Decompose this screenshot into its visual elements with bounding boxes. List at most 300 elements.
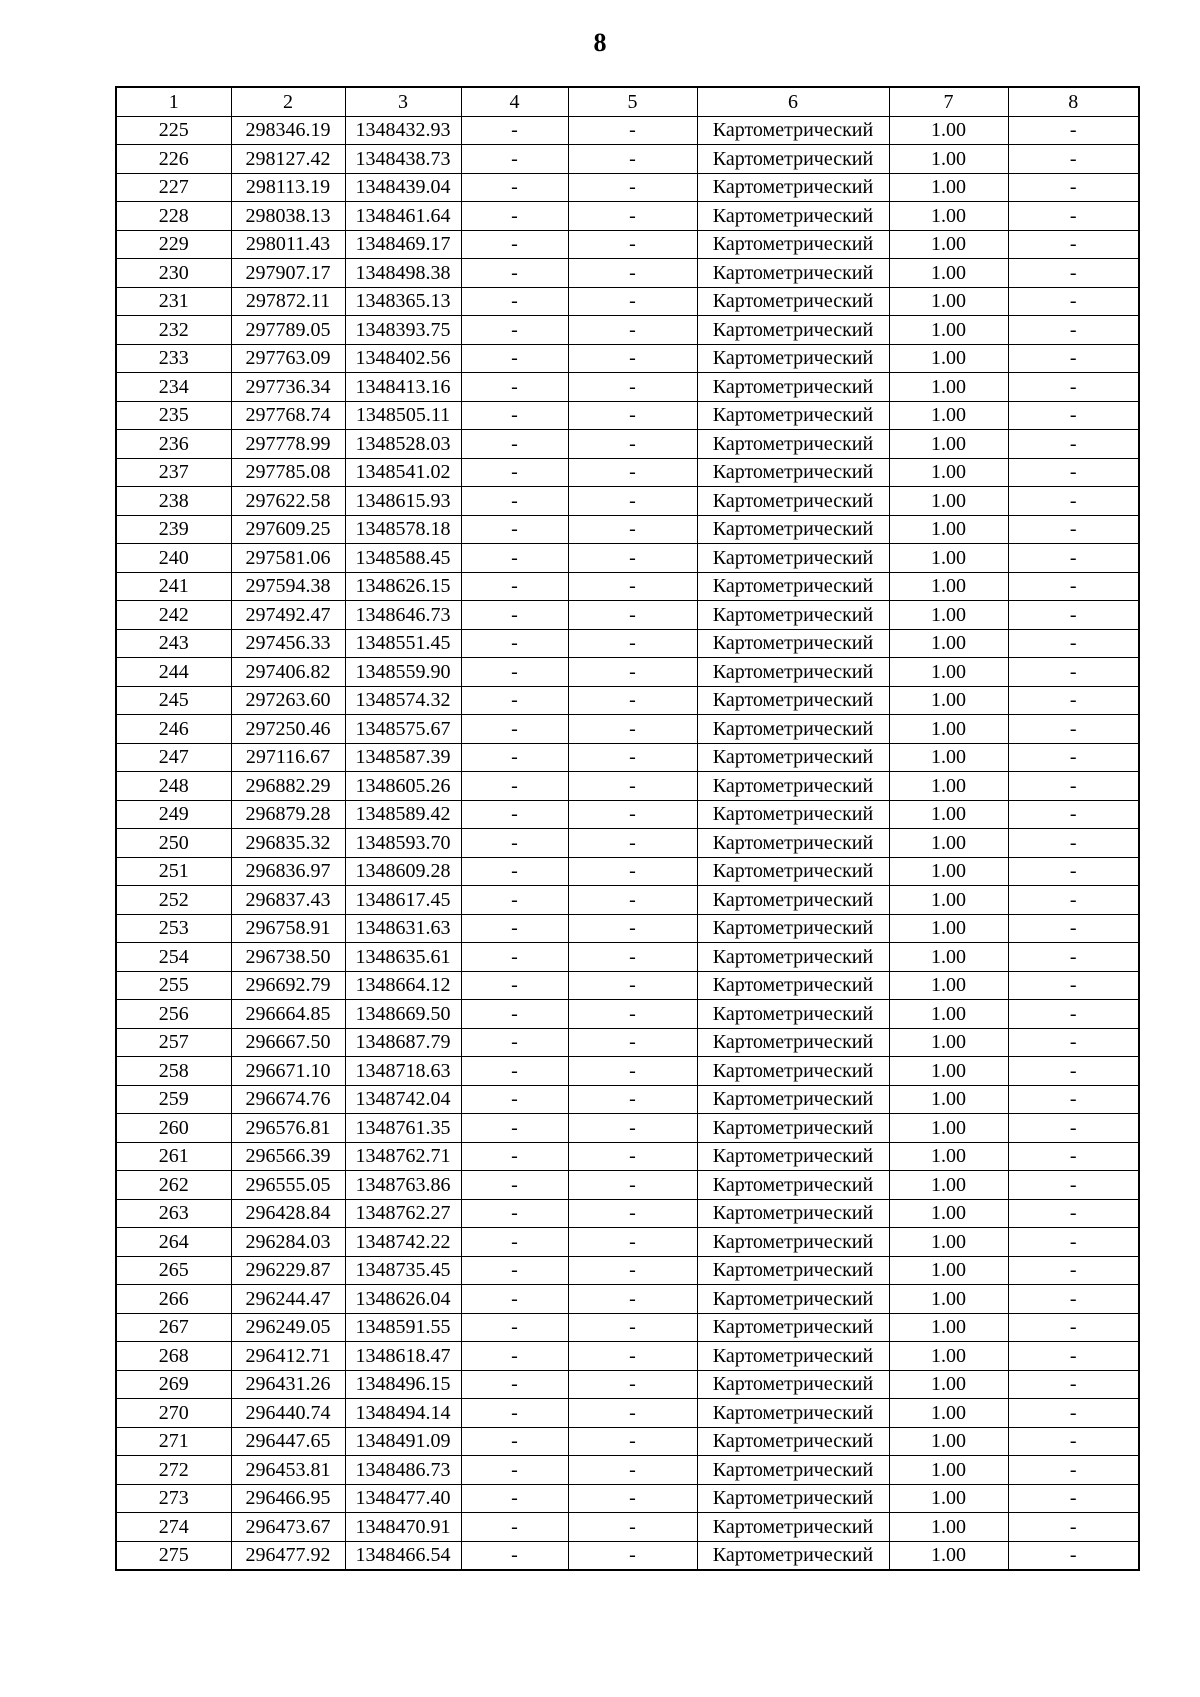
x-coordinate-cell: 297406.82 [231, 658, 345, 687]
x-coordinate-cell: 298038.13 [231, 202, 345, 231]
y-coordinate-cell: 1348646.73 [345, 601, 461, 630]
col4-cell: - [461, 943, 568, 972]
col8-cell: - [1008, 316, 1139, 345]
x-coordinate-cell: 296453.81 [231, 1456, 345, 1485]
col4-cell: - [461, 1342, 568, 1371]
method-cell: Картометрический [697, 1199, 889, 1228]
y-coordinate-cell: 1348617.45 [345, 886, 461, 915]
point-number-cell: 244 [116, 658, 231, 687]
y-coordinate-cell: 1348541.02 [345, 458, 461, 487]
col4-cell: - [461, 1228, 568, 1257]
point-number-cell: 229 [116, 230, 231, 259]
col4-cell: - [461, 259, 568, 288]
point-number-cell: 264 [116, 1228, 231, 1257]
col8-cell: - [1008, 800, 1139, 829]
method-cell: Картометрический [697, 1313, 889, 1342]
table-row [116, 1456, 1139, 1485]
x-coordinate-cell: 297250.46 [231, 715, 345, 744]
col8-cell: - [1008, 658, 1139, 687]
table-row [116, 1114, 1139, 1143]
table-row [116, 829, 1139, 858]
y-coordinate-cell: 1348365.13 [345, 287, 461, 316]
point-number-cell: 247 [116, 743, 231, 772]
col5-cell: - [568, 1256, 697, 1285]
accuracy-cell: 1.00 [889, 629, 1008, 658]
y-coordinate-cell: 1348413.16 [345, 373, 461, 402]
method-cell: Картометрический [697, 943, 889, 972]
y-coordinate-cell: 1348439.04 [345, 173, 461, 202]
col4-cell: - [461, 715, 568, 744]
method-cell: Картометрический [697, 458, 889, 487]
accuracy-cell: 1.00 [889, 373, 1008, 402]
col5-cell: - [568, 829, 697, 858]
x-coordinate-cell: 297785.08 [231, 458, 345, 487]
col4-cell: - [461, 202, 568, 231]
col8-cell: - [1008, 401, 1139, 430]
y-coordinate-cell: 1348496.15 [345, 1370, 461, 1399]
col8-cell: - [1008, 1541, 1139, 1570]
column-header: 4 [461, 87, 568, 116]
x-coordinate-cell: 296667.50 [231, 1028, 345, 1057]
col5-cell: - [568, 259, 697, 288]
point-number-cell: 257 [116, 1028, 231, 1057]
col5-cell: - [568, 1399, 697, 1428]
column-header: 8 [1008, 87, 1139, 116]
col5-cell: - [568, 1114, 697, 1143]
accuracy-cell: 1.00 [889, 943, 1008, 972]
accuracy-cell: 1.00 [889, 401, 1008, 430]
col8-cell: - [1008, 943, 1139, 972]
table-row [116, 1199, 1139, 1228]
col5-cell: - [568, 287, 697, 316]
col8-cell: - [1008, 230, 1139, 259]
col8-cell: - [1008, 515, 1139, 544]
col4-cell: - [461, 1513, 568, 1542]
method-cell: Картометрический [697, 1399, 889, 1428]
table-row [116, 544, 1139, 573]
y-coordinate-cell: 1348559.90 [345, 658, 461, 687]
x-coordinate-cell: 297789.05 [231, 316, 345, 345]
accuracy-cell: 1.00 [889, 173, 1008, 202]
point-number-cell: 238 [116, 487, 231, 516]
y-coordinate-cell: 1348626.15 [345, 572, 461, 601]
method-cell: Картометрический [697, 572, 889, 601]
accuracy-cell: 1.00 [889, 287, 1008, 316]
y-coordinate-cell: 1348498.38 [345, 259, 461, 288]
table-row [116, 316, 1139, 345]
x-coordinate-cell: 296473.67 [231, 1513, 345, 1542]
column-header: 5 [568, 87, 697, 116]
accuracy-cell: 1.00 [889, 1399, 1008, 1428]
x-coordinate-cell: 296412.71 [231, 1342, 345, 1371]
col4-cell: - [461, 1285, 568, 1314]
col8-cell: - [1008, 572, 1139, 601]
x-coordinate-cell: 297116.67 [231, 743, 345, 772]
column-header: 3 [345, 87, 461, 116]
col4-cell: - [461, 487, 568, 516]
col5-cell: - [568, 316, 697, 345]
point-number-cell: 254 [116, 943, 231, 972]
table-row [116, 145, 1139, 174]
y-coordinate-cell: 1348669.50 [345, 1000, 461, 1029]
y-coordinate-cell: 1348469.17 [345, 230, 461, 259]
accuracy-cell: 1.00 [889, 1000, 1008, 1029]
point-number-cell: 248 [116, 772, 231, 801]
col8-cell: - [1008, 1456, 1139, 1485]
method-cell: Картометрический [697, 373, 889, 402]
point-number-cell: 246 [116, 715, 231, 744]
point-number-cell: 255 [116, 971, 231, 1000]
accuracy-cell: 1.00 [889, 1228, 1008, 1257]
col4-cell: - [461, 829, 568, 858]
col8-cell: - [1008, 971, 1139, 1000]
y-coordinate-cell: 1348635.61 [345, 943, 461, 972]
table-row [116, 1256, 1139, 1285]
col4-cell: - [461, 800, 568, 829]
y-coordinate-cell: 1348742.22 [345, 1228, 461, 1257]
y-coordinate-cell: 1348402.56 [345, 344, 461, 373]
point-number-cell: 245 [116, 686, 231, 715]
col8-cell: - [1008, 715, 1139, 744]
column-header: 6 [697, 87, 889, 116]
col5-cell: - [568, 1313, 697, 1342]
col5-cell: - [568, 1285, 697, 1314]
y-coordinate-cell: 1348461.64 [345, 202, 461, 231]
col5-cell: - [568, 971, 697, 1000]
table-row [116, 1370, 1139, 1399]
col5-cell: - [568, 487, 697, 516]
table-row [116, 715, 1139, 744]
accuracy-cell: 1.00 [889, 1057, 1008, 1086]
col8-cell: - [1008, 287, 1139, 316]
col5-cell: - [568, 857, 697, 886]
y-coordinate-cell: 1348609.28 [345, 857, 461, 886]
method-cell: Картометрический [697, 715, 889, 744]
col8-cell: - [1008, 202, 1139, 231]
col5-cell: - [568, 1541, 697, 1570]
col5-cell: - [568, 658, 697, 687]
method-cell: Картометрический [697, 1484, 889, 1513]
y-coordinate-cell: 1348605.26 [345, 772, 461, 801]
method-cell: Картометрический [697, 1285, 889, 1314]
col5-cell: - [568, 1199, 697, 1228]
col5-cell: - [568, 1085, 697, 1114]
col5-cell: - [568, 430, 697, 459]
accuracy-cell: 1.00 [889, 572, 1008, 601]
col5-cell: - [568, 686, 697, 715]
y-coordinate-cell: 1348687.79 [345, 1028, 461, 1057]
method-cell: Картометрический [697, 230, 889, 259]
x-coordinate-cell: 296882.29 [231, 772, 345, 801]
col5-cell: - [568, 914, 697, 943]
method-cell: Картометрический [697, 515, 889, 544]
method-cell: Картометрический [697, 1370, 889, 1399]
point-number-cell: 233 [116, 344, 231, 373]
col4-cell: - [461, 1028, 568, 1057]
col8-cell: - [1008, 857, 1139, 886]
col4-cell: - [461, 544, 568, 573]
accuracy-cell: 1.00 [889, 1114, 1008, 1143]
accuracy-cell: 1.00 [889, 886, 1008, 915]
table-row [116, 1142, 1139, 1171]
accuracy-cell: 1.00 [889, 1171, 1008, 1200]
point-number-cell: 258 [116, 1057, 231, 1086]
method-cell: Картометрический [697, 1456, 889, 1485]
y-coordinate-cell: 1348615.93 [345, 487, 461, 516]
table-row [116, 287, 1139, 316]
method-cell: Картометрический [697, 1513, 889, 1542]
col8-cell: - [1008, 173, 1139, 202]
col8-cell: - [1008, 1484, 1139, 1513]
col8-cell: - [1008, 1342, 1139, 1371]
y-coordinate-cell: 1348494.14 [345, 1399, 461, 1428]
col8-cell: - [1008, 1399, 1139, 1428]
table-row [116, 1399, 1139, 1428]
x-coordinate-cell: 296836.97 [231, 857, 345, 886]
col4-cell: - [461, 1199, 568, 1228]
accuracy-cell: 1.00 [889, 1142, 1008, 1171]
col8-cell: - [1008, 886, 1139, 915]
point-number-cell: 273 [116, 1484, 231, 1513]
col8-cell: - [1008, 373, 1139, 402]
x-coordinate-cell: 297456.33 [231, 629, 345, 658]
table-row [116, 971, 1139, 1000]
col8-cell: - [1008, 259, 1139, 288]
table-row [116, 515, 1139, 544]
coordinates-table [115, 86, 1140, 1571]
col4-cell: - [461, 1256, 568, 1285]
accuracy-cell: 1.00 [889, 1484, 1008, 1513]
point-number-cell: 265 [116, 1256, 231, 1285]
col8-cell: - [1008, 487, 1139, 516]
table-row [116, 772, 1139, 801]
x-coordinate-cell: 296244.47 [231, 1285, 345, 1314]
col4-cell: - [461, 1313, 568, 1342]
x-coordinate-cell: 297594.38 [231, 572, 345, 601]
page-number: 8 [593, 28, 607, 57]
method-cell: Картометрический [697, 886, 889, 915]
point-number-cell: 225 [116, 116, 231, 145]
point-number-cell: 263 [116, 1199, 231, 1228]
col8-cell: - [1008, 1513, 1139, 1542]
method-cell: Картометрический [697, 1256, 889, 1285]
accuracy-cell: 1.00 [889, 1199, 1008, 1228]
table-row [116, 344, 1139, 373]
x-coordinate-cell: 296879.28 [231, 800, 345, 829]
point-number-cell: 266 [116, 1285, 231, 1314]
table-row [116, 1000, 1139, 1029]
col4-cell: - [461, 743, 568, 772]
accuracy-cell: 1.00 [889, 458, 1008, 487]
accuracy-cell: 1.00 [889, 857, 1008, 886]
table-row [116, 1513, 1139, 1542]
y-coordinate-cell: 1348587.39 [345, 743, 461, 772]
col4-cell: - [461, 316, 568, 345]
col4-cell: - [461, 601, 568, 630]
x-coordinate-cell: 297492.47 [231, 601, 345, 630]
x-coordinate-cell: 296229.87 [231, 1256, 345, 1285]
point-number-cell: 235 [116, 401, 231, 430]
y-coordinate-cell: 1348528.03 [345, 430, 461, 459]
col4-cell: - [461, 230, 568, 259]
table-row [116, 886, 1139, 915]
point-number-cell: 261 [116, 1142, 231, 1171]
accuracy-cell: 1.00 [889, 971, 1008, 1000]
col8-cell: - [1008, 1142, 1139, 1171]
point-number-cell: 256 [116, 1000, 231, 1029]
x-coordinate-cell: 298011.43 [231, 230, 345, 259]
col4-cell: - [461, 914, 568, 943]
x-coordinate-cell: 296835.32 [231, 829, 345, 858]
col8-cell: - [1008, 686, 1139, 715]
table-row [116, 601, 1139, 630]
col5-cell: - [568, 1142, 697, 1171]
point-number-cell: 271 [116, 1427, 231, 1456]
point-number-cell: 275 [116, 1541, 231, 1570]
col5-cell: - [568, 629, 697, 658]
method-cell: Картометрический [697, 544, 889, 573]
col5-cell: - [568, 145, 697, 174]
col5-cell: - [568, 458, 697, 487]
table-row [116, 1085, 1139, 1114]
x-coordinate-cell: 297907.17 [231, 259, 345, 288]
col4-cell: - [461, 1114, 568, 1143]
col8-cell: - [1008, 1171, 1139, 1200]
y-coordinate-cell: 1348742.04 [345, 1085, 461, 1114]
col8-cell: - [1008, 914, 1139, 943]
y-coordinate-cell: 1348432.93 [345, 116, 461, 145]
col4-cell: - [461, 173, 568, 202]
col8-cell: - [1008, 458, 1139, 487]
point-number-cell: 252 [116, 886, 231, 915]
table-row [116, 401, 1139, 430]
col4-cell: - [461, 658, 568, 687]
table-row [116, 857, 1139, 886]
x-coordinate-cell: 297763.09 [231, 344, 345, 373]
accuracy-cell: 1.00 [889, 914, 1008, 943]
accuracy-cell: 1.00 [889, 829, 1008, 858]
accuracy-cell: 1.00 [889, 601, 1008, 630]
method-cell: Картометрический [697, 1057, 889, 1086]
col8-cell: - [1008, 1114, 1139, 1143]
accuracy-cell: 1.00 [889, 430, 1008, 459]
col5-cell: - [568, 1228, 697, 1257]
col5-cell: - [568, 715, 697, 744]
method-cell: Картометрический [697, 1342, 889, 1371]
table-row [116, 116, 1139, 145]
point-number-cell: 267 [116, 1313, 231, 1342]
y-coordinate-cell: 1348470.91 [345, 1513, 461, 1542]
table-row [116, 629, 1139, 658]
method-cell: Картометрический [697, 1427, 889, 1456]
col5-cell: - [568, 1000, 697, 1029]
method-cell: Картометрический [697, 259, 889, 288]
col5-cell: - [568, 572, 697, 601]
column-header: 7 [889, 87, 1008, 116]
accuracy-cell: 1.00 [889, 544, 1008, 573]
x-coordinate-cell: 296692.79 [231, 971, 345, 1000]
method-cell: Картометрический [697, 1171, 889, 1200]
col8-cell: - [1008, 601, 1139, 630]
method-cell: Картометрический [697, 401, 889, 430]
accuracy-cell: 1.00 [889, 1427, 1008, 1456]
table-row [116, 1228, 1139, 1257]
accuracy-cell: 1.00 [889, 487, 1008, 516]
accuracy-cell: 1.00 [889, 1028, 1008, 1057]
y-coordinate-cell: 1348477.40 [345, 1484, 461, 1513]
method-cell: Картометрический [697, 743, 889, 772]
col4-cell: - [461, 572, 568, 601]
col4-cell: - [461, 287, 568, 316]
y-coordinate-cell: 1348631.63 [345, 914, 461, 943]
point-number-cell: 230 [116, 259, 231, 288]
point-number-cell: 237 [116, 458, 231, 487]
col5-cell: - [568, 373, 697, 402]
col5-cell: - [568, 230, 697, 259]
point-number-cell: 260 [116, 1114, 231, 1143]
col4-cell: - [461, 886, 568, 915]
method-cell: Картометрический [697, 1142, 889, 1171]
col5-cell: - [568, 515, 697, 544]
col4-cell: - [461, 1171, 568, 1200]
col4-cell: - [461, 686, 568, 715]
col4-cell: - [461, 629, 568, 658]
table-row [116, 202, 1139, 231]
col5-cell: - [568, 173, 697, 202]
point-number-cell: 270 [116, 1399, 231, 1428]
column-header: 1 [116, 87, 231, 116]
y-coordinate-cell: 1348762.71 [345, 1142, 461, 1171]
table-row [116, 1541, 1139, 1570]
col5-cell: - [568, 344, 697, 373]
col4-cell: - [461, 344, 568, 373]
y-coordinate-cell: 1348589.42 [345, 800, 461, 829]
col5-cell: - [568, 743, 697, 772]
col5-cell: - [568, 943, 697, 972]
col5-cell: - [568, 886, 697, 915]
col4-cell: - [461, 1142, 568, 1171]
col8-cell: - [1008, 743, 1139, 772]
x-coordinate-cell: 296738.50 [231, 943, 345, 972]
col4-cell: - [461, 1456, 568, 1485]
col8-cell: - [1008, 1228, 1139, 1257]
table-row [116, 943, 1139, 972]
accuracy-cell: 1.00 [889, 145, 1008, 174]
x-coordinate-cell: 296431.26 [231, 1370, 345, 1399]
y-coordinate-cell: 1348551.45 [345, 629, 461, 658]
table-row [116, 458, 1139, 487]
col5-cell: - [568, 601, 697, 630]
table-row [116, 1285, 1139, 1314]
method-cell: Картометрический [697, 601, 889, 630]
table-row [116, 230, 1139, 259]
x-coordinate-cell: 296284.03 [231, 1228, 345, 1257]
accuracy-cell: 1.00 [889, 1541, 1008, 1570]
table-row [116, 430, 1139, 459]
col5-cell: - [568, 1057, 697, 1086]
method-cell: Картометрический [697, 116, 889, 145]
y-coordinate-cell: 1348578.18 [345, 515, 461, 544]
x-coordinate-cell: 298127.42 [231, 145, 345, 174]
y-coordinate-cell: 1348574.32 [345, 686, 461, 715]
col4-cell: - [461, 1085, 568, 1114]
method-cell: Картометрический [697, 971, 889, 1000]
col4-cell: - [461, 1370, 568, 1399]
x-coordinate-cell: 296428.84 [231, 1199, 345, 1228]
accuracy-cell: 1.00 [889, 658, 1008, 687]
x-coordinate-cell: 296664.85 [231, 1000, 345, 1029]
col4-cell: - [461, 971, 568, 1000]
